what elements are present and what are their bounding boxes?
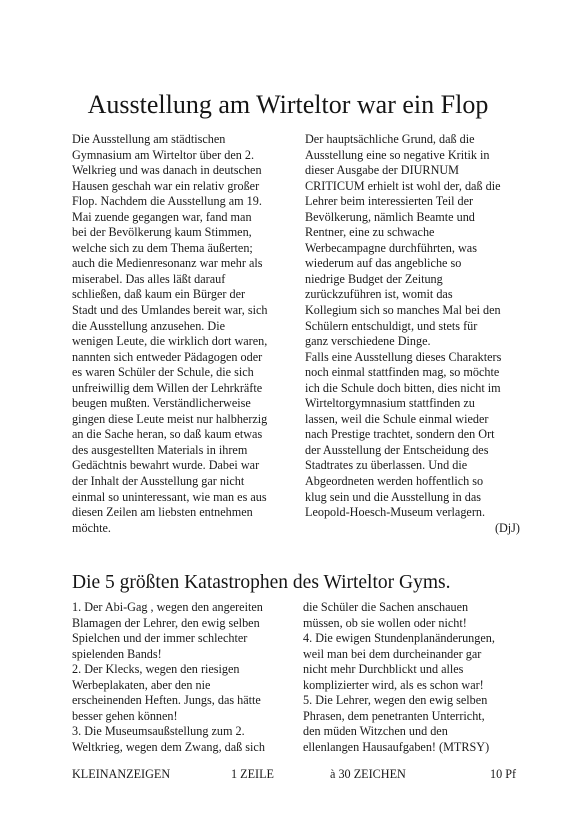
text-line: Hausen geschah war ein relativ großer [72,178,260,193]
text-line: Phrasen, dem penetranten Unterricht, [303,708,485,723]
text-line: des ausgestellten Materials in ihrem [72,442,248,457]
text-line: ich die Schule doch bitten, dies nicht im [305,380,501,395]
text-line: Stadtrates zu überlassen. Und die [305,458,468,473]
text-line: 4. Die ewigen Stundenplanänderungen, [303,631,495,646]
footer-chars: à 30 ZEICHEN [330,767,406,781]
text-line: Leopold-Hoesch-Museum verlagern. [305,505,486,520]
article-column-left [72,132,300,536]
text-line: zurückzuführen ist, womit das [305,287,453,302]
text-line: Schülern entschuldigt, und stets für [305,318,478,333]
text-line: Falls eine Ausstellung dieses Charakters [305,349,502,364]
text-line: nach Prestige trachtet, sondern den Ort [305,427,495,442]
text-line: dieser Ausgabe der DIURNUM [305,163,460,178]
text-line: Spielchen und der immer schlechter [72,631,248,646]
text-line: Gymnasium am Wirteltor über den 2. [72,147,255,162]
text-line: es waren Schüler der Schule, die sich [72,365,254,380]
text-line: erscheinenden Heften. Jungs, das hätte [72,693,261,708]
footer-unit: 1 ZEILE [231,767,274,781]
text-line: den müden Witzchen und den [303,724,448,739]
text-line: die Ausstellung anzusehen. Die [72,318,225,333]
text-line: gingen diese Leute meist nur halbherzig [72,411,268,426]
text-line: Bevölkerung, nämlich Beamte und [305,209,475,224]
text-line: ganz verschiedene Dinge. [305,334,431,349]
text-line: möchte. [72,520,111,535]
author-signature: (DjJ) [494,520,520,535]
text-line: Ausstellung eine so negative Kritik in [305,147,490,162]
text-line: welche sich zu dem Thema äußerten; [72,240,253,255]
text-line: 2. Der Klecks, wegen den riesigen [72,662,240,677]
text-line: klug sein und die Ausstellung in das [305,489,482,504]
text-line: diesen Zeilen am liebsten entnehmen [72,505,253,520]
footer-price: 10 Pf [490,767,517,781]
text-line: Flop. Nachdem die Ausstellung am 19. [72,194,262,209]
text-line: Kollegium sich so manches Mal bei den [305,303,501,318]
text-line: 1. Der Abi-Gag , wegen den angereiten [72,600,263,614]
text-line: Blamagen der Lehrer, den ewig selben [72,615,260,630]
text-line: weil man bei dem durcheinander gar [303,646,482,661]
text-line: Werbeplakaten, aber den nie [72,677,211,692]
list-column-right [303,600,523,755]
text-line: unfreiwillig dem Willen der Lehrkräfte [72,380,263,395]
text-line: ellenlangen Hausaufgaben! (MTRSY) [303,739,490,754]
text-line: spielenden Bands! [72,646,162,661]
text-line: miserabel. Das alles läßt darauf [72,271,226,286]
text-line: auch die Medienresonanz war mehr als [72,256,263,271]
text-line: wenigen Leute, die wirklich dort waren, [72,334,268,349]
text-line: Werbecampagne durchführten, was [305,240,477,255]
text-line: Stadt und des Umlandes bereit war, sich [72,303,268,318]
text-line: nicht mehr Durchblickt und alles [303,662,464,677]
text-line: die Schüler die Sachen anschauen [303,600,469,614]
section-title: Die 5 größten Katastrophen des Wirteltor Gyms. [72,572,451,593]
footer-label: KLEINANZEIGEN [72,767,171,781]
text-line: Gedächtnis bewahrt wurde. Dabei war [72,458,260,473]
text-line: Wirteltorgymnasium stattfinden zu [305,396,475,411]
text-line: komplizierter wird, als es schon war! [303,677,484,692]
text-line: bei der Bevölkerung kaum Stimmen, [72,225,252,240]
text-line: Rentner, eine zu schwache [305,225,435,240]
text-line: besser gehen können! [72,708,178,723]
text-line: schließen, daß kaum ein Bürger der [72,287,246,302]
text-line: Welkrieg und was danach in deutschen [72,163,262,178]
text-line: an die Sache heran, so daß kaum etwas [72,427,263,442]
text-line: lassen, weil die Schule einmal wieder [305,411,489,426]
text-line: 3. Die Museumsaußstellung zum 2. [72,724,245,739]
text-line: nannten sich entweder Pädagogen oder [72,349,263,364]
text-line: niedrige Budget der Zeitung [305,271,443,286]
text-line: einmal so uninteressant, wie man es aus [72,489,267,504]
text-line: Lehrer beim interessierten Teil der [305,194,474,209]
article-title: Ausstellung am Wirteltor war ein Flop [87,90,489,119]
text-line: Weltkrieg, wegen dem Zwang, daß sich [72,739,265,754]
text-line: der Inhalt der Ausstellung gar nicht [72,474,245,489]
list-column-left [72,600,300,755]
text-line: der Ausstellung der Entscheidung des [305,442,489,457]
text-line: wiederum auf das angebliche so [305,256,462,271]
text-line: müssen, ob sie wollen oder nicht! [303,615,467,630]
classifieds-footer [0,767,576,783]
text-line: Die Ausstellung am städtischen [72,132,226,146]
article-column-right [305,132,520,536]
text-line: Der hauptsächliche Grund, daß die [305,132,475,146]
text-line: beugen mußten. Verständlicherweise [72,396,251,411]
text-line: 5. Die Lehrer, wegen den ewig selben [303,693,488,708]
text-line: noch einmal stattfinden mag, so möchte [305,365,500,380]
text-line: Abgeordneten werden hoffentlich so [305,474,484,489]
text-line: CRITICUM erhielt ist wohl der, daß die [305,178,501,193]
text-line: Mai zuende gegangen war, fand man [72,209,252,224]
